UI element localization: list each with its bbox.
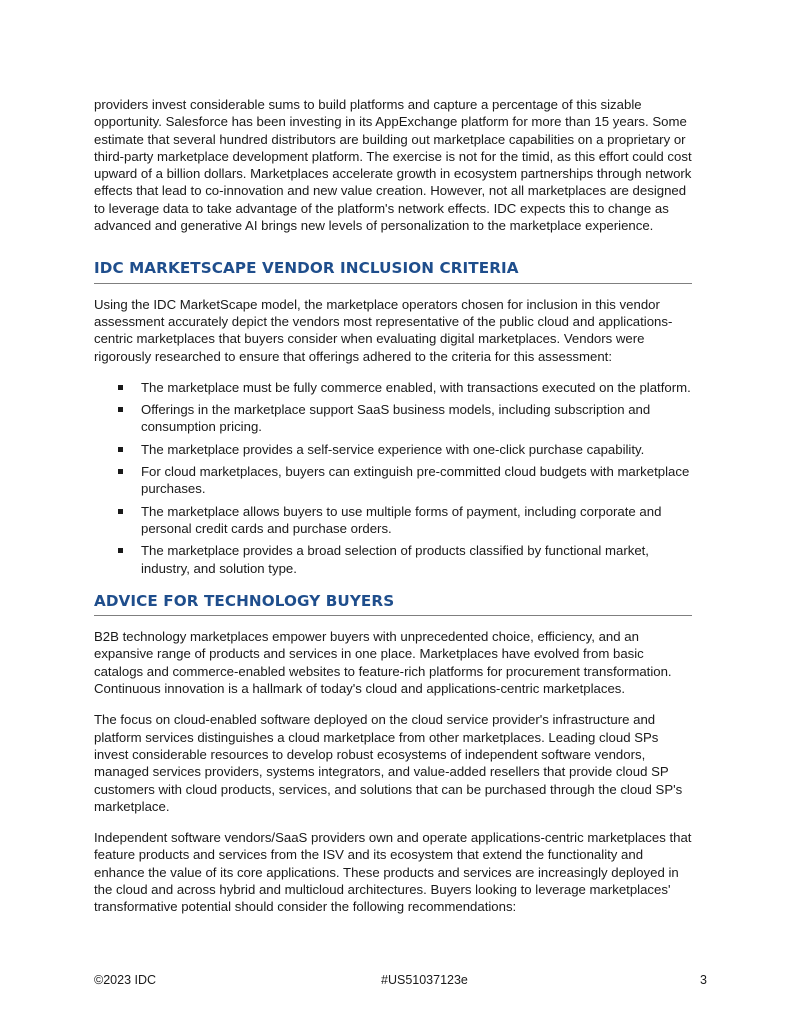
- advice-paragraph: The focus on cloud-enabled software deployed on the cloud service provider's infrastructure and platform services distinguishes a cloud marketplace from other marketplaces. Leading cloud SPs invest considerable resources to develop robust ecosystems of independent software vendors, managed services providers, systems integrators, and value-added resellers that provide cloud SP customers with cloud products, services, and solutions that can be purchased through the cloud SP's marketplace.: [94, 712, 683, 814]
- list-item: [94, 463, 692, 498]
- bullet-square-icon: [118, 548, 123, 553]
- list-item: [94, 379, 692, 396]
- bullet-square-icon: [118, 385, 123, 390]
- footer-document-id: #US51037123e: [381, 973, 468, 987]
- list-item-text: The marketplace provides a broad selection of products classified by functional market, industry, and solution type.: [141, 543, 649, 576]
- list-item: [94, 401, 692, 436]
- list-item-text: The marketplace provides a self-service experience with one-click purchase capability.: [141, 441, 645, 457]
- list-item: [94, 542, 692, 577]
- list-item-text: The marketplace allows buyers to use multiple forms of payment, including corporate and personal credit cards and purchase orders.: [141, 503, 662, 536]
- section-heading-inclusion-criteria: IDC MARKETSCAPE VENDOR INCLUSION CRITERIA: [94, 260, 692, 283]
- list-item: [94, 503, 692, 538]
- footer-copyright: ©2023 IDC: [94, 973, 157, 987]
- inclusion-criteria-paragraph: Using the IDC MarketScape model, the marketplace operators chosen for inclusion in this vendor assessment accurately depict the vendors most representative of the public cloud and applications-centric marketplaces that buyers consider when evaluating digital marketplaces. Vendors were rigorously researched to ensure that offerings adhered to the criteria for this assessment:: [94, 296, 673, 364]
- list-item-text: For cloud marketplaces, buyers can extinguish pre-committed cloud budgets with marketplace purchases.: [141, 464, 690, 497]
- list-item-text: Offerings in the marketplace support SaaS business models, including subscription and consumption pricing.: [141, 402, 651, 435]
- list-item: [94, 441, 692, 458]
- bullet-square-icon: [118, 407, 123, 412]
- inclusion-criteria-list: [94, 379, 692, 577]
- page-content: [94, 96, 692, 930]
- advice-paragraph: Independent software vendors/SaaS providers own and operate applications-centric marketplaces that feature products and services from the ISV and its ecosystem that extend the functionality and enhance the value of its core applications. These products and services are increasingly deployed in the cloud and across hybrid and multicloud architectures. Buyers looking to leverage marketplaces' transformative potential should consider the following recommendations:: [94, 830, 692, 915]
- bullet-square-icon: [118, 509, 123, 514]
- footer-page-number: 3: [700, 973, 707, 987]
- bullet-square-icon: [118, 469, 123, 474]
- section-heading-advice: ADVICE FOR TECHNOLOGY BUYERS: [94, 593, 692, 616]
- page-footer: [94, 972, 707, 990]
- intro-paragraph: providers invest considerable sums to build platforms and capture a percentage of this sizable opportunity. Salesforce has been investing in its AppExchange platform for more than 15 years. Some estimate that several hundred distributors are building out marketplace capabilities on a proprietary or third-party marketplace development platform. The exercise is not for the timid, as this effort could cost upward of a billion dollars. Marketplaces accelerate growth in ecosystem partnerships through network effects that lead to co-innovation and new value creation. However, not all marketplaces are designed to leverage data to take advantage of the platform's network effects. IDC expects this to change as advanced and generative AI brings new levels of personalization to the marketplace experience.: [94, 97, 692, 234]
- list-item-text: The marketplace must be fully commerce enabled, with transactions executed on the platform.: [141, 379, 691, 395]
- bullet-square-icon: [118, 447, 123, 452]
- advice-paragraph: B2B technology marketplaces empower buyers with unprecedented choice, efficiency, and an expansive range of products and services in one place. Marketplaces have evolved from basic catalogs and commerce-enabled websites to feature-rich platforms for procurement transformation. Continuous innovation is a hallmark of today's cloud and applications-centric marketplaces.: [94, 629, 672, 697]
